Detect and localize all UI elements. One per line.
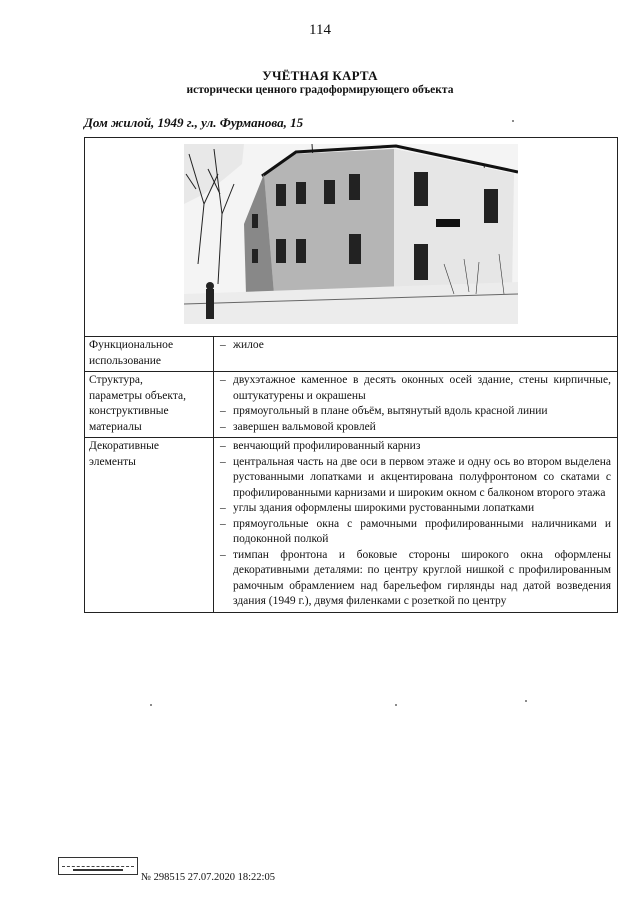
photo-row [85, 138, 618, 337]
list-item [220, 455, 611, 502]
label-line: Декоративные [89, 440, 159, 452]
dash: – [220, 420, 226, 433]
row-content [214, 337, 618, 372]
item-text: двухэтажное каменное в десять оконных осей здание, стены кирпичные, оштукатурены и окрашены [233, 374, 611, 402]
dash: – [220, 440, 226, 452]
list-item [220, 373, 611, 404]
building-photo-image [184, 144, 518, 324]
scan-speck [525, 700, 527, 702]
card-title: УЧЁТНАЯ КАРТА [262, 68, 378, 83]
dash: – [220, 502, 226, 514]
dash: – [220, 517, 226, 530]
label-line: конструктивные [89, 405, 169, 417]
item-text: тимпан фронтона и боковые стороны широкого окна оформлены декоративными деталями: по центру круглой нишкой с профилированным рамочным обрамлением над барельефом гирлянды над датой возведения здания (1949 г.), двумя филенками с розеткой по центру [233, 548, 611, 607]
item-text: углы здания оформлены широкими рустованными лопатками [233, 502, 535, 514]
row-structure [85, 372, 618, 438]
row-label [85, 372, 214, 438]
list-item [220, 517, 611, 548]
dash: – [220, 455, 226, 468]
building-photo [184, 144, 518, 324]
item-text: венчающий профилированный карниз [233, 440, 421, 452]
stamp-bar [73, 869, 123, 871]
list-item [220, 439, 611, 455]
row-content [214, 438, 618, 613]
stamp-text-line [62, 860, 134, 867]
barcode-stamp [58, 857, 138, 875]
item-text: прямоугольные окна с рамочными профилированными наличниками и подоконной полкой [233, 517, 611, 545]
label-line: материалы [89, 420, 142, 433]
scan-speck [150, 704, 152, 706]
list-item [220, 420, 611, 436]
item-text: прямоугольный в плане объём, вытянутый вдоль красной линии [233, 405, 548, 417]
list-item [220, 404, 611, 420]
item-text: завершен вальмовой кровлей [233, 420, 376, 433]
label-line: Функциональное [89, 339, 174, 351]
dash: – [220, 405, 226, 417]
dash: – [220, 339, 226, 351]
row-content [214, 372, 618, 438]
dash: – [220, 548, 226, 561]
registration-card-table [84, 137, 618, 613]
label-line: параметры объекта, [89, 389, 186, 402]
scan-speck [395, 704, 397, 706]
object-name: Дом жилой, 1949 г., ул. Фурманова, 15 [84, 115, 304, 130]
list-item [220, 501, 611, 517]
card-subtitle: исторически ценного градоформирующего объекта [186, 84, 454, 96]
row-functional-use [85, 337, 618, 372]
label-line: использование [89, 354, 162, 367]
page-number: 114 [309, 22, 331, 38]
photo-cell [85, 138, 618, 337]
row-decorative [85, 438, 618, 613]
list-item [220, 338, 611, 354]
item-text: жилое [233, 339, 264, 351]
row-label [85, 438, 214, 613]
label-line: элементы [89, 455, 136, 468]
list-item [220, 548, 611, 610]
row-label [85, 337, 214, 372]
label-line: Структура, [89, 374, 143, 386]
item-text: центральная часть на две оси в первом этаже и одну ось во втором выделена рустованными лопатками и акцентирована полуфронтоном со скатами с профилированными карнизами и широким окном с балконом второго этажа [233, 455, 611, 499]
dash: – [220, 374, 226, 386]
document-registration-id: № 298515 27.07.2020 18:22:05 [141, 872, 275, 883]
scan-speck [512, 120, 514, 122]
